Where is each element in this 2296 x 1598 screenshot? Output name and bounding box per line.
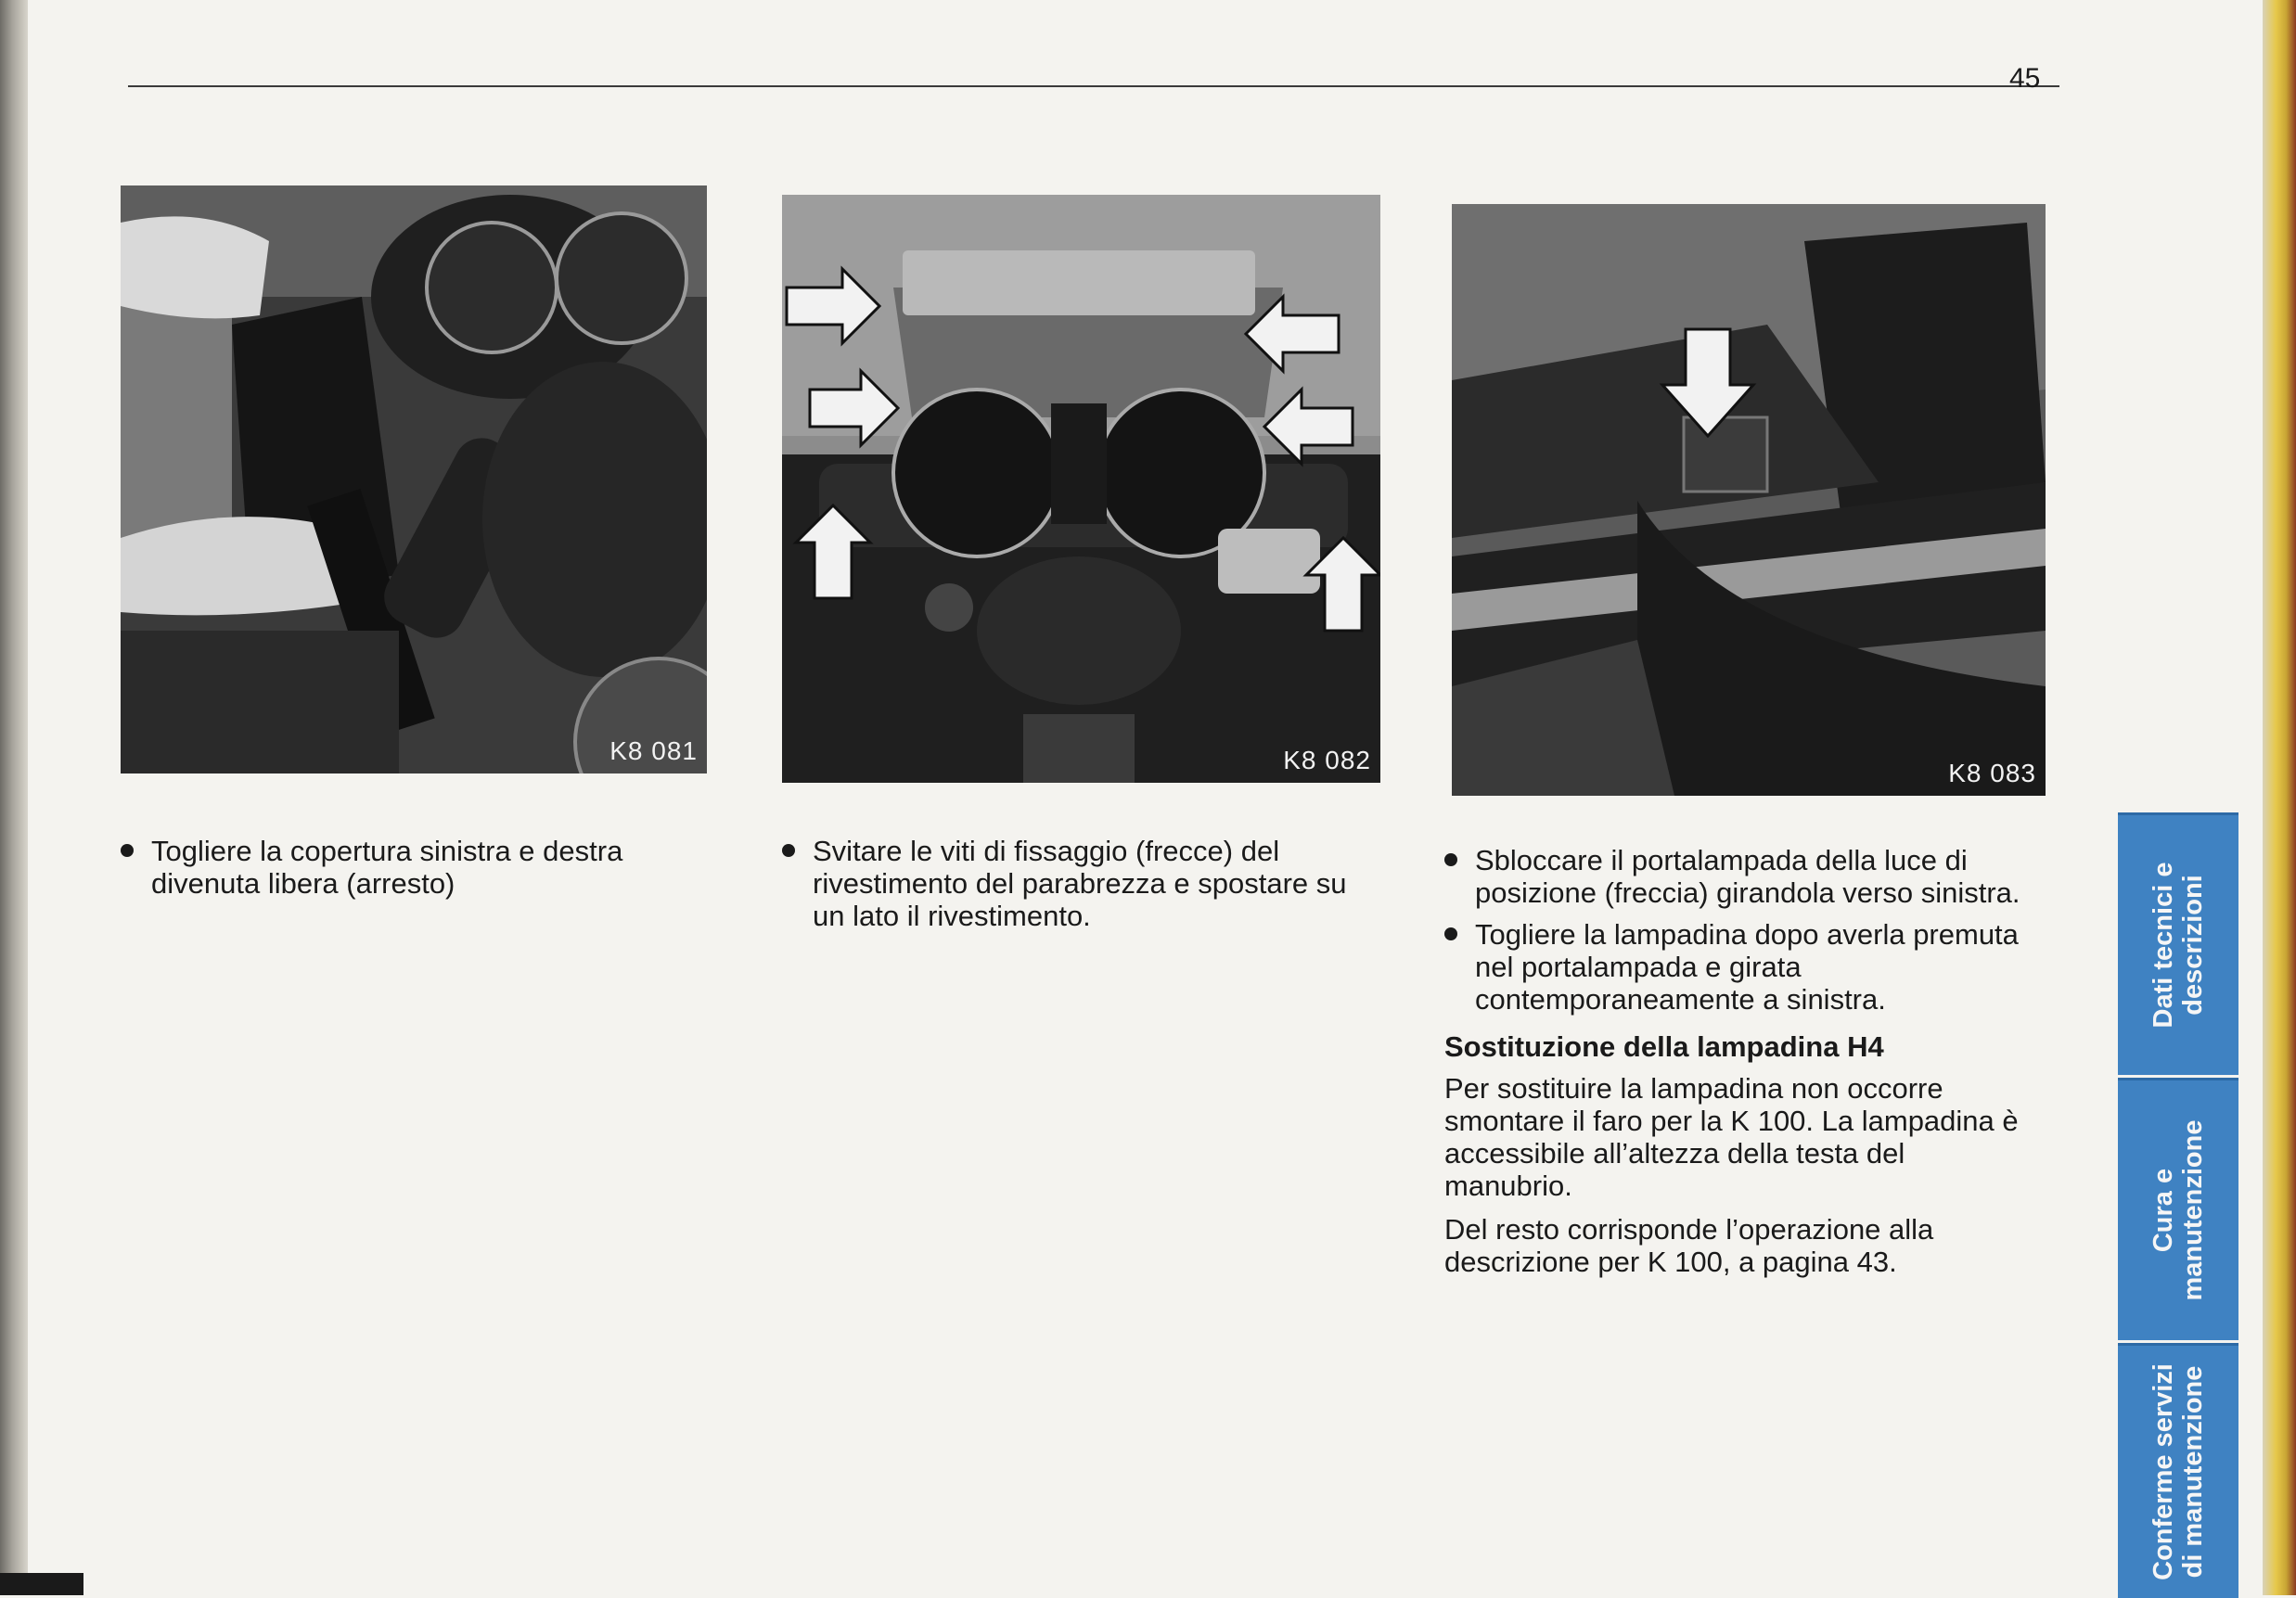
paragraph: Del resto corrisponde l’operazione alla descrizione per K 100, a pagina 43.	[1444, 1213, 1934, 1278]
bullet-item	[1444, 844, 2038, 909]
photo-code: K8 082	[1283, 746, 1371, 774]
header-rule	[128, 85, 2059, 87]
tab-cura-manutenzione[interactable]	[2118, 1078, 2238, 1340]
page-number: 45	[2009, 63, 2041, 94]
tab-dati-tecnici[interactable]	[2118, 812, 2238, 1075]
bullet-dot	[121, 844, 134, 857]
tab-label-line: di manutenzione	[2178, 1365, 2208, 1579]
photo-left-cover	[121, 185, 707, 773]
tab-conferme-servizi[interactable]	[2118, 1343, 2238, 1598]
bullet-dot	[782, 844, 795, 857]
paragraph: Per sostituire la lampadina non occorre smontare il faro per la K 100. La lampadina è accessibile all’altezza della testa del manubrio.	[1444, 1072, 2019, 1202]
photo-center-windshield	[782, 195, 1380, 783]
photo-center-image	[782, 195, 1380, 783]
tab-label-line: manutenzione	[2178, 1119, 2208, 1301]
tab-label-line: descrizioni	[2178, 875, 2208, 1016]
bullet-item	[121, 835, 714, 900]
tab-label	[2148, 863, 2208, 1029]
photo-right-image	[1452, 204, 2046, 796]
bullet-text: Togliere la copertura sinistra e destra divenuta libera (arresto)	[151, 835, 623, 900]
photo-code: K8 083	[1948, 759, 2036, 787]
tab-label	[2148, 1363, 2208, 1580]
section-heading: Sostituzione della lampadina H4	[1444, 1030, 1884, 1063]
tab-label-line: Conferme servizi	[2148, 1363, 2178, 1580]
tab-label	[2148, 1120, 2208, 1301]
bullet-text: Togliere la lampadina dopo averla premuta nel portalampada e girata contemporaneamente a sinistra.	[1475, 918, 2019, 1016]
instruction-column-3	[1444, 844, 2038, 1289]
bullet-item	[782, 835, 1376, 932]
tab-label-line: Dati tecnici e	[2148, 862, 2178, 1029]
bullet-dot	[1444, 853, 1457, 866]
page-binding	[0, 0, 28, 1595]
instruction-column-1	[121, 835, 714, 909]
bullet-text: Svitare le viti di fissaggio (frecce) del rivestimento del parabrezza e spostare su un lato il rivestimento.	[813, 835, 1347, 932]
instruction-column-2	[782, 835, 1376, 941]
bullet-item	[1444, 918, 2038, 1016]
page-corner-shadow	[0, 1573, 83, 1595]
photo-left-image	[121, 185, 707, 773]
bullet-dot	[1444, 927, 1457, 940]
bullet-text: Sbloccare il portalampada della luce di posizione (freccia) girandola verso sinistra.	[1475, 844, 2020, 909]
page-edge	[2263, 0, 2296, 1595]
photo-code: K8 081	[609, 736, 698, 765]
photo-right-lampholder	[1452, 204, 2046, 796]
tab-label-line: Cura e	[2148, 1168, 2178, 1253]
